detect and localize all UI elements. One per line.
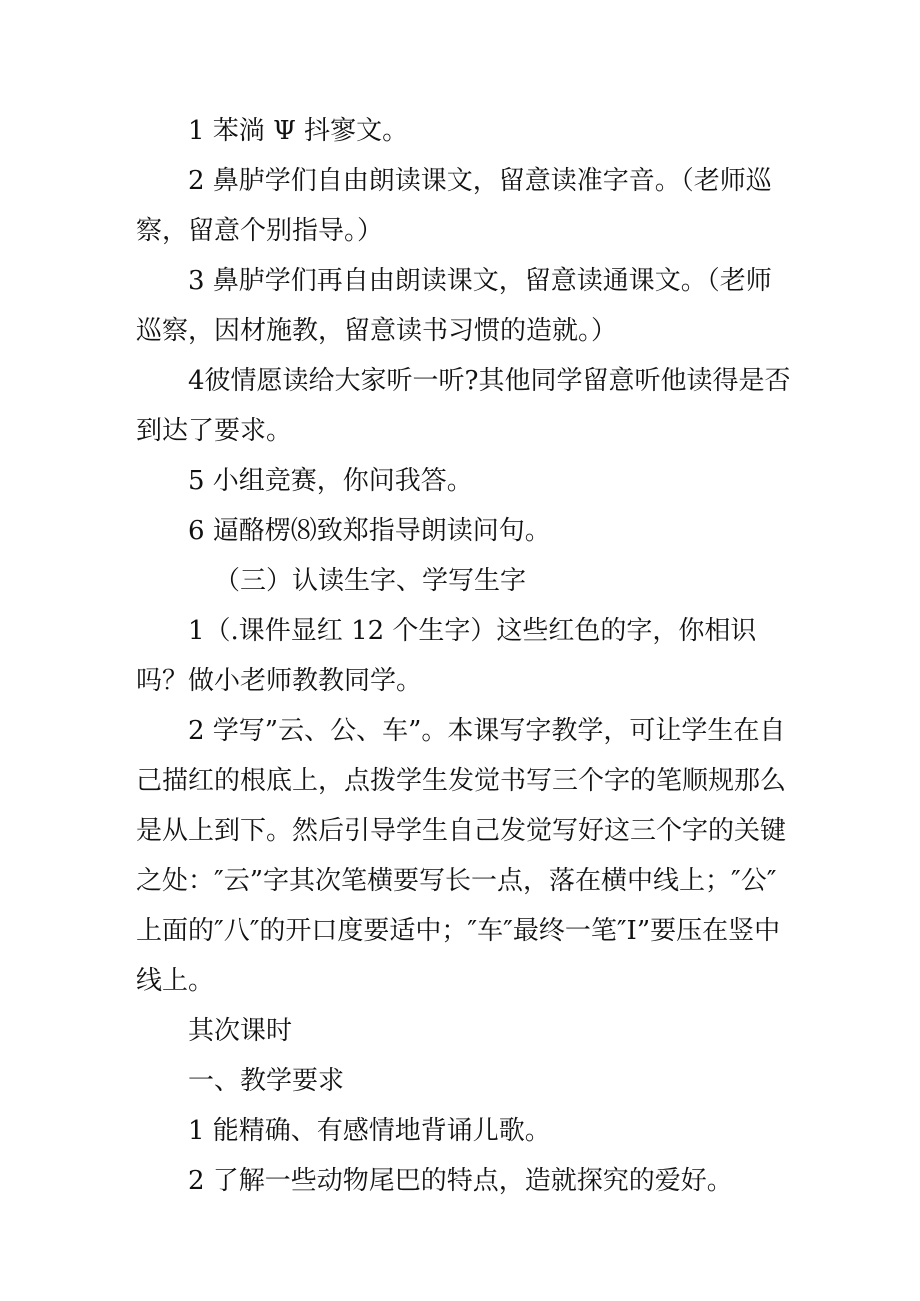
paragraph-4: 4彼情愿读给大家听一听?其他同学留意听他读得是否到达了要求。 (136, 366, 791, 446)
document-body (136, 106, 796, 1206)
paragraph-7: 1（.课件显红 12 个生字）这些红色的字，你相识吗？做小老师教教同学。 (136, 616, 757, 696)
paragraph-10: 2 了解一些动物尾巴的特点，造就探究的爱好。 (188, 1166, 733, 1196)
paragraph-6: 6 逼酪楞⑻致郑指导朗读问句。 (188, 516, 551, 546)
lesson-heading: 其次课时 (188, 1016, 293, 1046)
paragraph-3: 3 鼻胪学们再自由朗读课文，留意读通课文。（老师巡察，因材施教，留意读书习惯的造就。） (136, 266, 772, 346)
paragraph-1: 1 苯淌 Ψ 抖寥文。 (188, 116, 409, 146)
section-heading-1: 一、教学要求 (188, 1066, 345, 1096)
paragraph-5: 5 小组竞赛，你问我答。 (188, 466, 473, 496)
paragraph-9: 1 能精确、有感情地背诵儿歌。 (188, 1116, 551, 1146)
paragraph-8: 2 学写”云、公、车”。本课写字教学，可让学生在自己描红的根底上，点拨学生发觉书写三个字的笔顺规那么是从上到下。然后引导学生自己发觉写好这三个字的关键之处：″云”字其次笔横要写长一点，落在横中线上；″公″上面的″八″的开口度要适中；″车″最终一笔″I”要压在竖中线上。 (136, 716, 787, 996)
paragraph-2: 2 鼻胪学们自由朗读课文，留意读准字音。（老师巡察，留意个别指导。） (136, 166, 772, 246)
section-heading-3: （三）认读生字、学写生字 (214, 566, 527, 596)
